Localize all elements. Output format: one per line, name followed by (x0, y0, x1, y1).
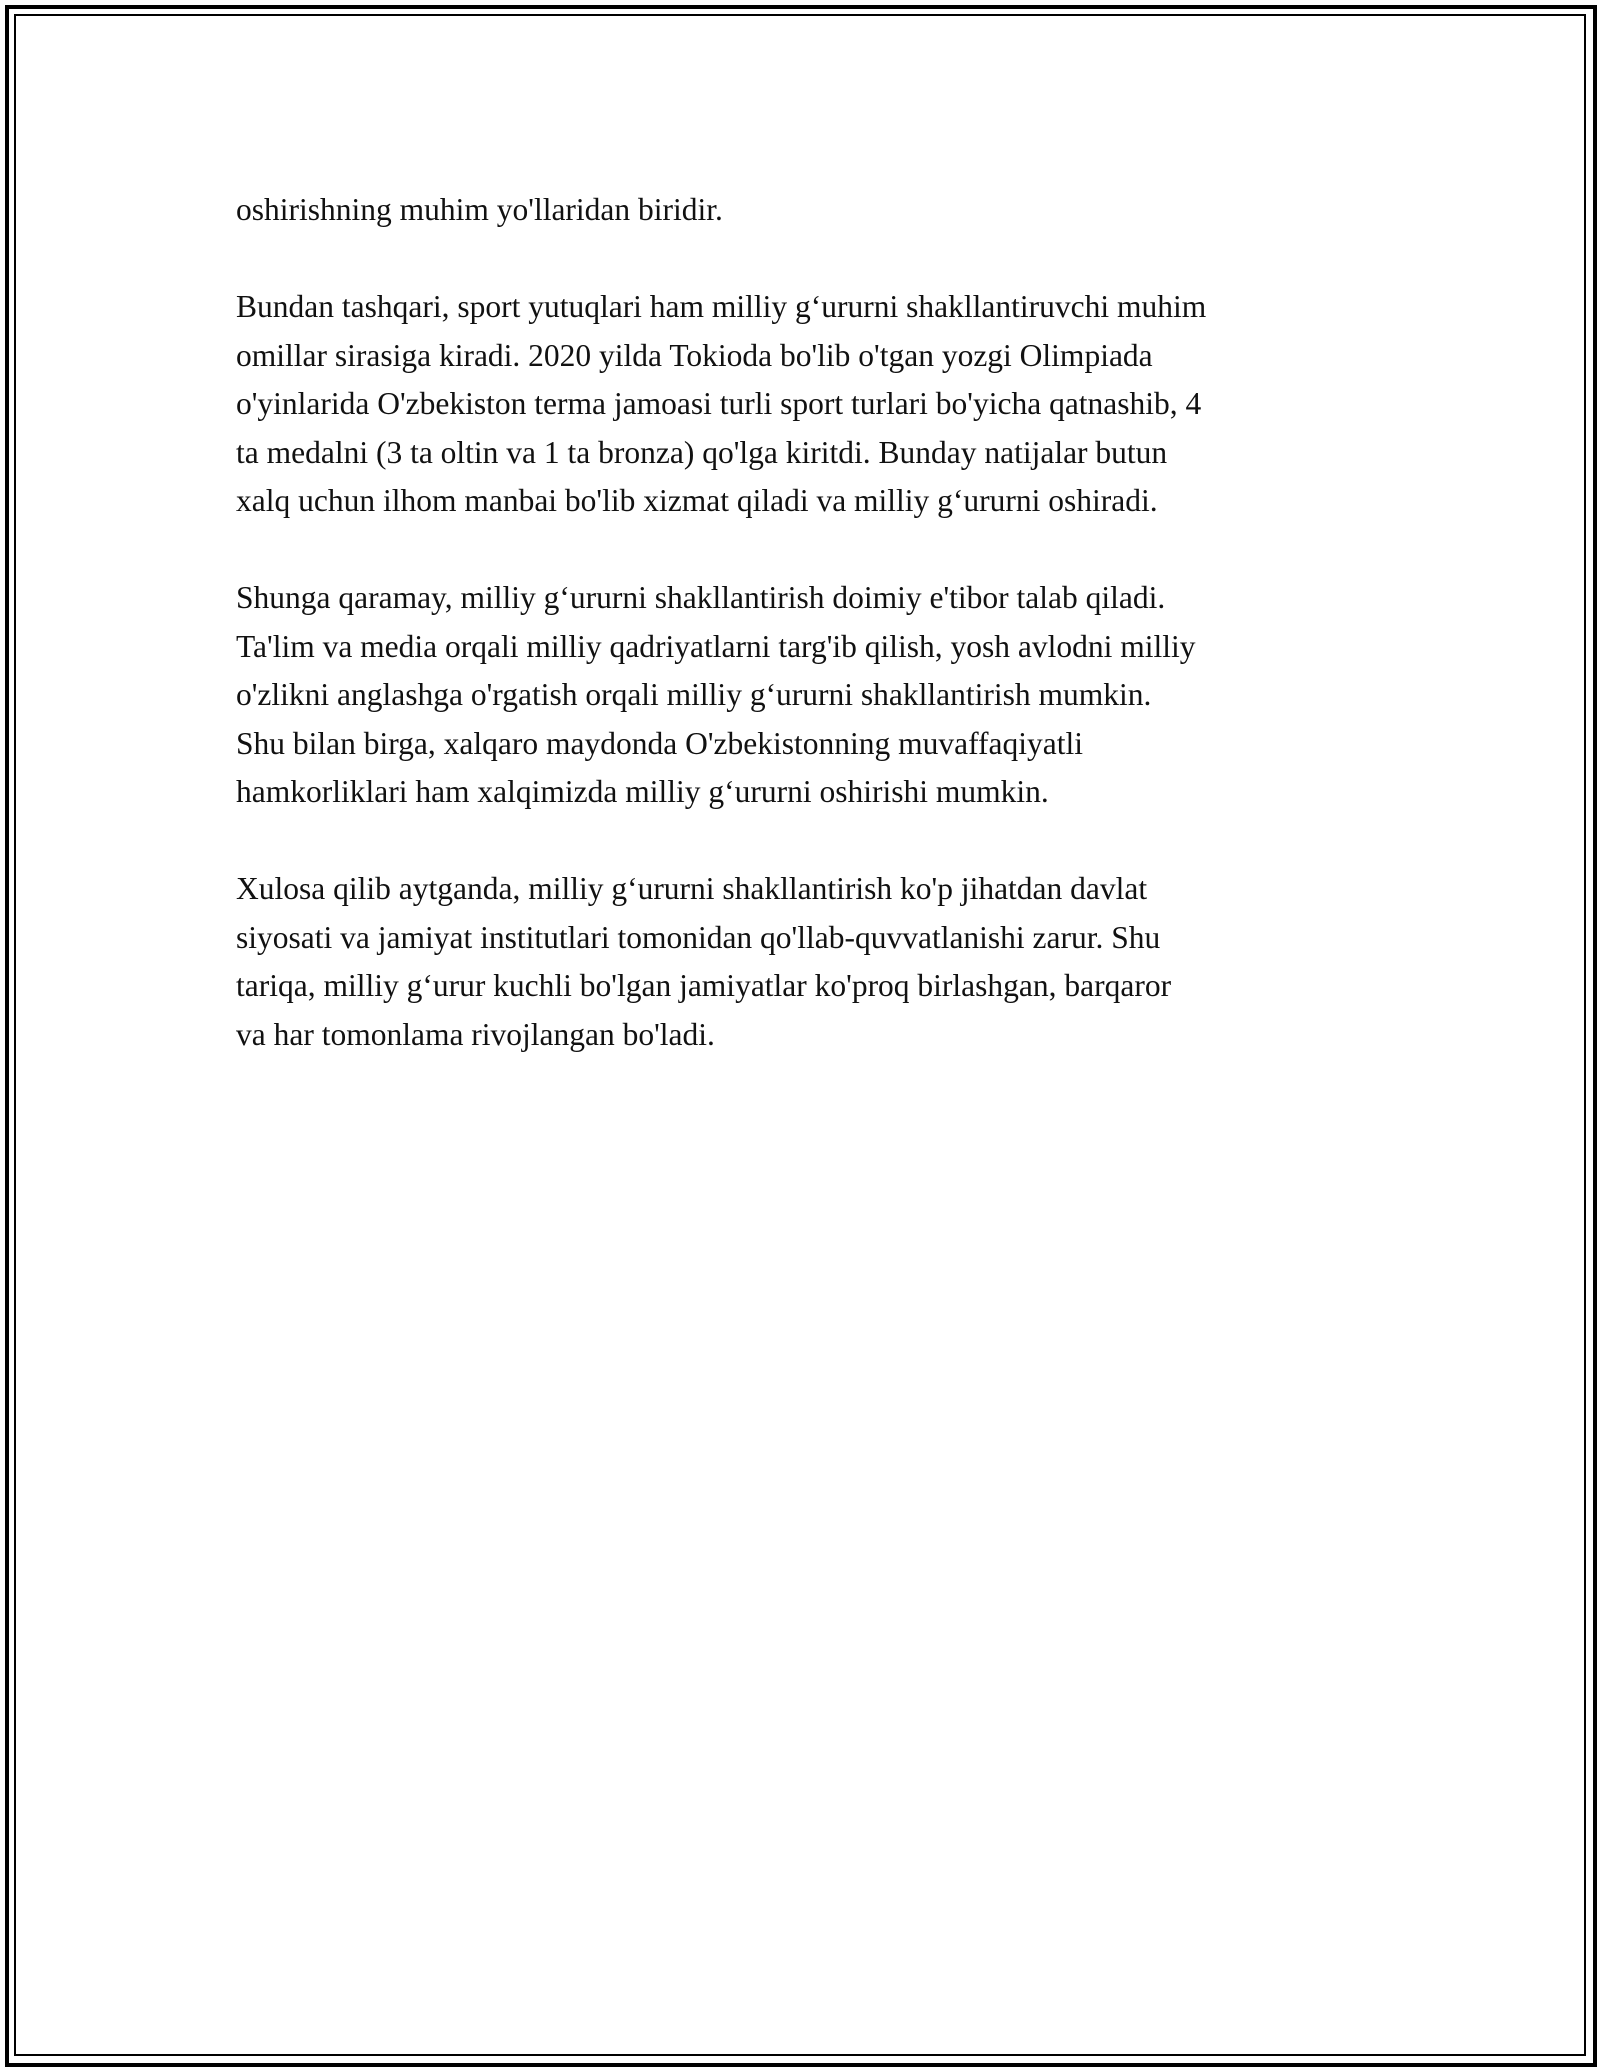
document-body (236, 186, 1366, 1108)
text-line: Ta'lim va media orqali milliy qadriyatlarni targ'ib qilish, yosh avlodni milliy (236, 628, 1196, 664)
text-line: oshirishning muhim yo'llaridan biridir. (236, 192, 723, 227)
text-line: omillar sirasiga kiradi. 2020 yilda Tokioda bo'lib o'tgan yozgi Olimpiada (236, 337, 1153, 373)
text-line: xalq uchun ilhom manbai bo'lib xizmat qiladi va milliy g‘ururni oshiradi. (236, 483, 1158, 518)
text-line: o'zlikni anglashga o'rgatish orqali milliy g‘ururni shakllantirish mumkin. (236, 677, 1152, 712)
text-line: ta medalni (3 ta oltin va 1 ta bronza) qo'lga kiritdi. Bunday natijalar butun (236, 434, 1168, 470)
text-line: Bundan tashqari, sport yutuqlari ham milliy g‘ururni shakllantiruvchi muhim (236, 289, 1207, 324)
paragraph-4 (236, 865, 1366, 1059)
text-line: Shu bilan birga, xalqaro maydonda O'zbekistonning muvaffaqiyatli (236, 725, 1083, 761)
text-line: hamkorliklari ham xalqimizda milliy g‘ururni oshirishi mumkin. (236, 774, 1049, 809)
text-line: o'yinlarida O'zbekiston terma jamoasi turli sport turlari bo'yicha qatnashib, 4 (236, 386, 1202, 421)
text-line: tariqa, milliy g‘urur kuchli bo'lgan jamiyatlar ko'proq birlashgan, barqaror (236, 968, 1172, 1003)
paragraph-1 (236, 186, 1366, 235)
text-line: Shunga qaramay, milliy g‘ururni shakllantirish doimiy e'tibor talab qiladi. (236, 580, 1166, 615)
text-line: va har tomonlama rivojlangan bo'ladi. (236, 1016, 715, 1052)
text-line: siyosati va jamiyat institutlari tomonidan qo'llab-quvvatlanishi zarur. Shu (236, 919, 1161, 955)
paragraph-3 (236, 574, 1366, 817)
paragraph-2 (236, 283, 1366, 526)
text-line: Xulosa qilib aytganda, milliy g‘ururni shakllantirish ko'p jihatdan davlat (236, 871, 1148, 906)
